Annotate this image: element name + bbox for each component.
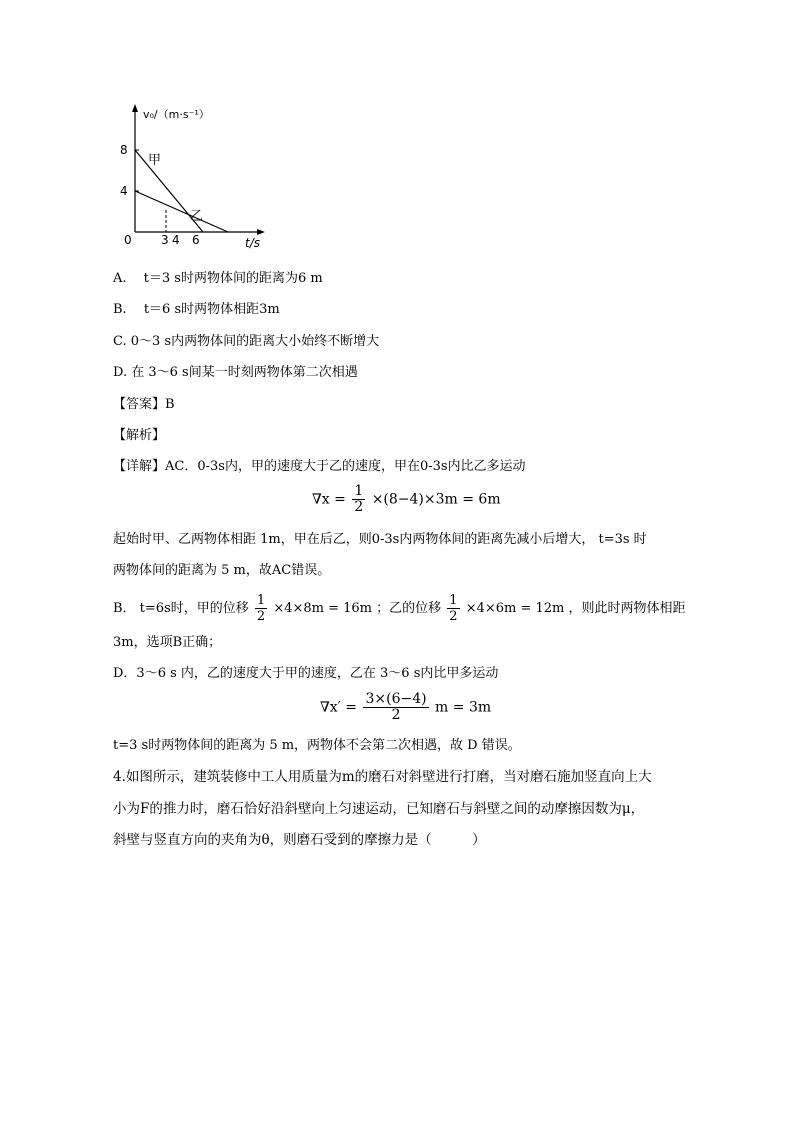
detail-line-1: 【详解】AC．0-3s内，甲的速度大于乙的速度，甲在0-3s内比乙多运动 <box>113 459 526 474</box>
line-jia-label: 甲 <box>148 153 162 168</box>
b-prefix: B． t=6s时，甲的位移 <box>113 601 249 616</box>
eq1-lhs: ∇x = <box>312 491 346 508</box>
detail-line-2: 起始时甲、乙两物体相距 1m，甲在后乙，则0-3s内两物体间的距离先减小后增大， t=3s 时 <box>113 532 647 547</box>
q4-line-2: 小为F的推力时，磨石恰好沿斜壁向上匀速运动，已知磨石与斜壁之间的动摩擦因数为μ， <box>113 801 645 817</box>
eq2-den: 2 <box>391 707 401 723</box>
equation-1 <box>312 484 501 515</box>
eq1-den: 2 <box>354 499 364 515</box>
b-frac1-num: 1 <box>256 593 266 608</box>
x-tick-6: 6 <box>192 233 200 247</box>
eq2-lhs: ∇x′ = <box>320 699 358 716</box>
b-mid-1: ×4×8m = 16m ；乙的位移 <box>273 601 442 616</box>
q4-line-1: 4.如图所示，建筑装修中工人用质量为m的磨石对斜壁进行打磨，当对磨石施加竖直向上大 <box>113 769 652 785</box>
b-fraction-2 <box>447 593 459 624</box>
option-a: A. t＝3 s时两物体间的距离为6 m <box>113 271 323 286</box>
eq1-fraction <box>352 484 365 515</box>
x-axis-arrow <box>257 229 265 235</box>
y-tick-8: 8 <box>120 143 128 157</box>
origin-label: 0 <box>124 233 132 247</box>
y-axis-label: v₀/（m·s⁻¹） <box>143 108 210 121</box>
b-frac2-num: 1 <box>449 593 458 608</box>
x-tick-4: 4 <box>172 233 180 247</box>
detail-last-line: t=3 s时两物体间的距离为 5 m，两物体不会第二次相遇，故 D 错误。 <box>113 738 521 753</box>
answer-line: 【答案】B <box>113 397 175 412</box>
option-c: C. 0～3 s内两物体间的距离大小始终不断增大 <box>113 334 380 349</box>
option-d: D. 在 3～6 s间某一时刻两物体第二次相遇 <box>113 365 358 380</box>
y-axis-arrow <box>132 104 138 112</box>
detail-line-3: 两物体间的距离为 5 m，故AC错误。 <box>113 563 331 578</box>
eq1-num: 1 <box>354 483 364 499</box>
b-fraction-1 <box>255 593 267 624</box>
eq1-rhs: ×(8−4)×3m = 6m <box>371 491 501 508</box>
eq2-fraction <box>363 692 428 723</box>
line-yi-label: 乙 <box>190 209 204 224</box>
b-frac1-den: 2 <box>256 609 266 624</box>
eq2-rhs: m = 3m <box>435 699 492 716</box>
b-mid-2: ×4×6m = 12m ，则此时两物体相距 <box>465 601 686 616</box>
detail-b-line-2: 3m，选项B正确； <box>113 635 222 650</box>
b-frac2-den: 2 <box>449 609 458 624</box>
x-axis-label: t/s <box>245 236 260 250</box>
detail-d-line: D．3～6 s 内，乙的速度大于甲的速度，乙在 3～6 s内比甲多运动 <box>113 666 499 681</box>
y-tick-4: 4 <box>120 184 128 198</box>
line-yi <box>135 191 228 232</box>
detail-b-line <box>113 593 686 624</box>
option-b: B. t＝6 s时两物体相距3m <box>113 302 280 317</box>
x-tick-3: 3 <box>161 233 169 247</box>
analysis-heading: 【解析】 <box>113 428 166 443</box>
equation-2 <box>320 692 491 723</box>
vt-graph <box>110 100 280 250</box>
q4-line-3: 斜壁与竖直方向的夹角为θ，则磨石受到的摩擦力是（ ） <box>113 832 486 848</box>
eq2-num: 3×(6−4) <box>365 691 427 707</box>
